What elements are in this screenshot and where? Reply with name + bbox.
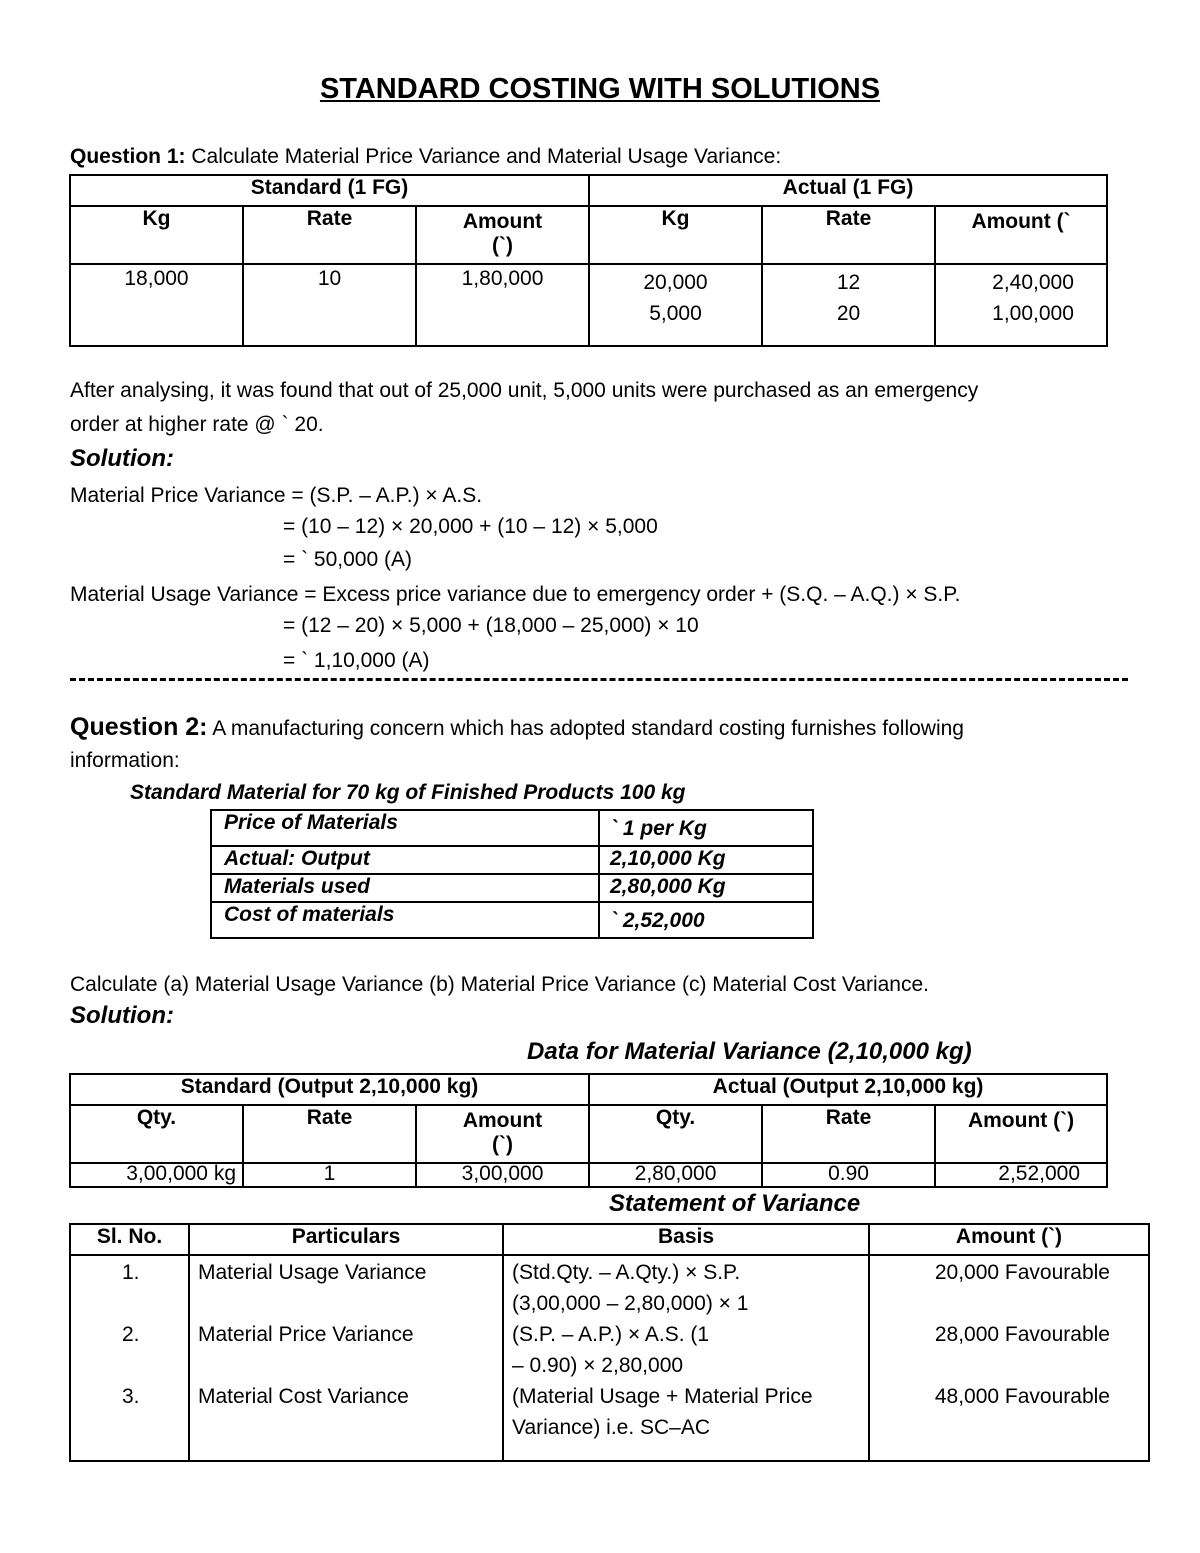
statement-caption: Statement of Variance <box>609 1190 861 1217</box>
mpv-step: = (10 – 12) × 20,000 + (10 – 12) × 5,000 <box>283 515 658 538</box>
data-act-qty-cell: 2,80,000 <box>589 1163 762 1187</box>
data-std-rate-cell: 1 <box>243 1163 416 1187</box>
stmt-header-amount: Amount (`) <box>869 1224 1149 1255</box>
q2-calculate-text: Calculate (a) Material Usage Variance (b) Material Price Variance (c) Material Cost Variance. <box>70 973 929 996</box>
std-kg-cell: 18,000 <box>70 264 243 346</box>
mpv-result: = ` 50,000 (A) <box>283 548 412 571</box>
data-act-amount-cell: 2,52,000 <box>935 1163 1107 1187</box>
stmt-row-2-basis: (S.P. – A.P.) × A.S. (1 – 0.90) × 2,80,000 <box>512 1323 710 1377</box>
data-table-caption: Data for Material Variance (2,10,000 kg) <box>527 1038 972 1065</box>
stmt-row-3-basis: (Material Usage + Material Price Variance) i.e. SC–AC <box>512 1385 813 1439</box>
stmt-header-particulars: Particulars <box>189 1224 503 1255</box>
data-std-rate-header: Rate <box>243 1105 416 1163</box>
question-1-table <box>69 174 1108 347</box>
data-std-qty-cell: 3,00,000 kg <box>70 1163 243 1187</box>
question-1-text: Calculate Material Price Variance and Material Usage Variance: <box>185 145 782 168</box>
data-std-amount-cell: 3,00,000 <box>416 1163 589 1187</box>
section-divider <box>70 678 1128 685</box>
question-2-info-table <box>210 809 814 939</box>
muv-result: = ` 1,10,000 (A) <box>283 649 430 672</box>
info-value-used: 2,80,000 Kg <box>599 874 813 902</box>
data-actual-header: Actual (Output 2,10,000 kg) <box>589 1074 1107 1105</box>
stmt-row-2-particular: Material Price Variance <box>198 1323 414 1346</box>
act-amount-header: Amount (` <box>935 206 1107 264</box>
act-amount-cell: 2,40,000 1,00,000 <box>935 264 1107 346</box>
stmt-row-2-amount: 28,000 Favourable <box>934 1323 1110 1346</box>
stmt-row-3-no: 3. <box>122 1385 140 1408</box>
stmt-header-basis: Basis <box>503 1224 869 1255</box>
info-label-cost: Cost of materials <box>211 902 599 938</box>
question-2-text-cont: information: <box>70 749 180 772</box>
data-act-rate-header: Rate <box>762 1105 935 1163</box>
stmt-row-2-no: 2. <box>122 1323 140 1346</box>
stmt-basis-col <box>503 1255 869 1461</box>
actual-group-header: Actual (1 FG) <box>589 175 1107 206</box>
statement-of-variance-table <box>69 1223 1150 1462</box>
document-title: STANDARD COSTING WITH SOLUTIONS <box>319 73 881 105</box>
stmt-particulars-col <box>189 1255 503 1461</box>
std-amount-header: Amount (`) <box>416 206 589 264</box>
question-1-heading <box>70 141 781 173</box>
data-standard-header: Standard (Output 2,10,000 kg) <box>70 1074 589 1105</box>
q1-note-line-1: After analysing, it was found that out of 25,000 unit, 5,000 units were purchased as an emergency <box>70 379 979 402</box>
data-act-rate-cell: 0.90 <box>762 1163 935 1187</box>
info-label-used: Materials used <box>211 874 599 902</box>
question-1-label: Question 1: <box>70 145 186 168</box>
material-variance-data-table <box>69 1073 1108 1188</box>
stmt-row-1-amount: 20,000 Favourable <box>934 1261 1110 1284</box>
question-2-label: Question 2: <box>70 713 208 741</box>
data-act-amount-header: Amount (`) <box>935 1105 1107 1163</box>
stmt-row-3-particular: Material Cost Variance <box>198 1385 409 1408</box>
act-kg-header: Kg <box>589 206 762 264</box>
data-act-qty-header: Qty. <box>589 1105 762 1163</box>
info-value-cost: ` 2,52,000 <box>599 902 813 938</box>
stmt-row-3-amount: 48,000 Favourable <box>934 1385 1110 1408</box>
q1-note-line-2: order at higher rate @ ` 20. <box>70 413 324 436</box>
stmt-slno-col <box>70 1255 189 1461</box>
stmt-amount-col <box>869 1255 1149 1461</box>
muv-formula: Material Usage Variance = Excess price variance due to emergency order + (S.Q. – A.Q.) × S.P. <box>70 583 961 606</box>
std-rate-header: Rate <box>243 206 416 264</box>
info-value-price: ` 1 per Kg <box>599 810 813 846</box>
data-std-amount-header: Amount (`) <box>416 1105 589 1163</box>
standard-group-header: Standard (1 FG) <box>70 175 589 206</box>
question-2-text: A manufacturing concern which has adopted standard costing furnishes following <box>207 717 964 740</box>
info-label-price: Price of Materials <box>211 810 599 846</box>
act-rate-header: Rate <box>762 206 935 264</box>
question-2-heading <box>70 711 964 745</box>
q2-solution-heading: Solution: <box>70 1002 174 1029</box>
stmt-row-1-no: 1. <box>122 1261 140 1284</box>
q1-solution-heading: Solution: <box>70 445 174 472</box>
std-kg-header: Kg <box>70 206 243 264</box>
data-std-qty-header: Qty. <box>70 1105 243 1163</box>
stmt-row-1-particular: Material Usage Variance <box>198 1261 427 1284</box>
muv-step: = (12 – 20) × 5,000 + (18,000 – 25,000) × 10 <box>283 614 699 637</box>
act-kg-cell: 20,000 5,000 <box>589 264 762 346</box>
std-rate-cell: 10 <box>243 264 416 346</box>
mpv-formula: Material Price Variance = (S.P. – A.P.) × A.S. <box>70 484 483 507</box>
info-label-output: Actual: Output <box>211 846 599 874</box>
stmt-row-1-basis: (Std.Qty. – A.Qty.) × S.P. (3,00,000 – 2,80,000) × 1 <box>512 1261 749 1315</box>
standard-material-caption: Standard Material for 70 kg of Finished Products 100 kg <box>130 781 686 804</box>
act-rate-cell: 12 20 <box>762 264 935 346</box>
std-amount-cell: 1,80,000 <box>416 264 589 346</box>
stmt-header-slno: Sl. No. <box>70 1224 189 1255</box>
info-value-output: 2,10,000 Kg <box>599 846 813 874</box>
